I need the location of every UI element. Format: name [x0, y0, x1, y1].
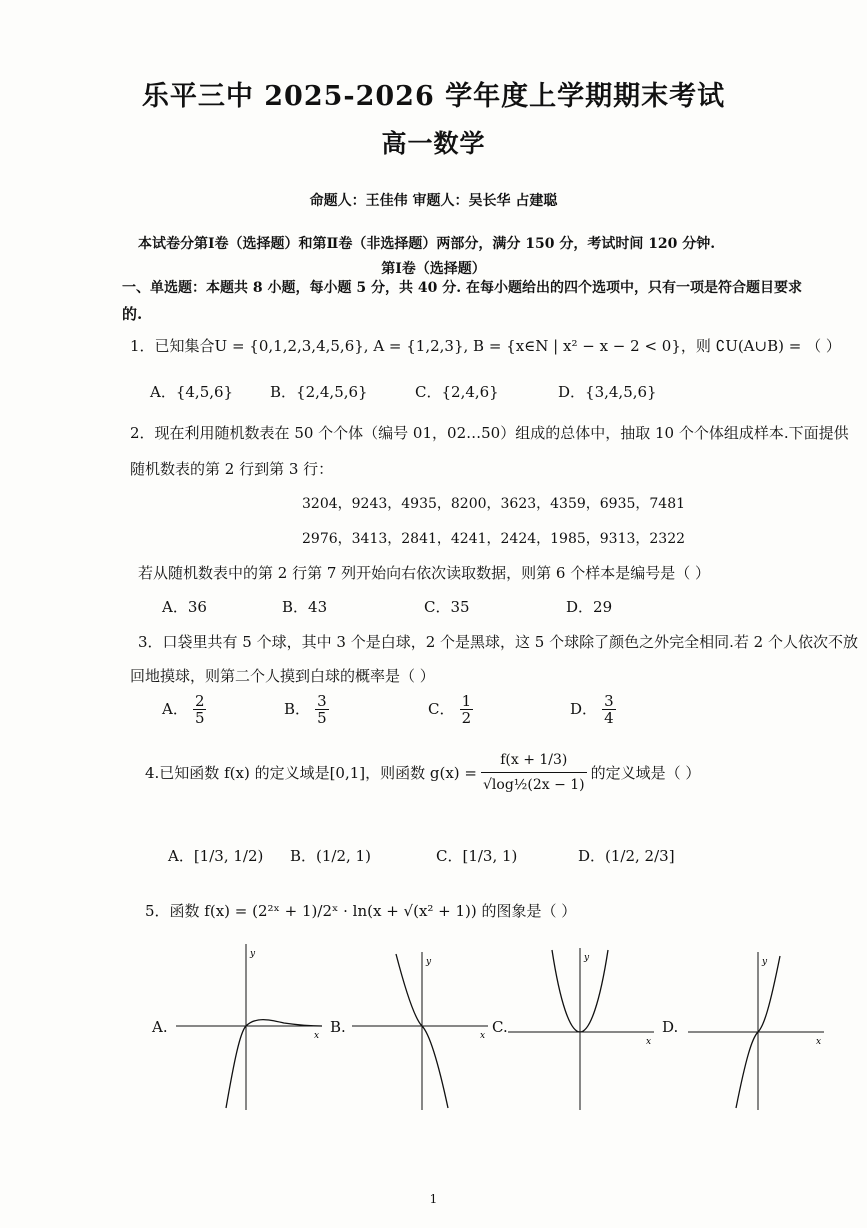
q5-graph-d[interactable] [688, 950, 828, 1112]
q5-option-d-label[interactable]: D. [662, 1018, 679, 1036]
q3-option-a[interactable]: A． $\frac{2}{5}$ [162, 692, 205, 727]
q4-option-c[interactable]: C．[1/3, 1) [436, 847, 518, 865]
question-2-stem: 2．现在利用随机数表在 50 个个体（编号 01，02…50）组成的总体中，抽取 10 个个体组成样本.下面提供 [130, 424, 849, 442]
exam-authors: 命题人：王佳伟 审题人：吴长华 占建聪 [309, 193, 558, 209]
q4-fraction: $\frac{f(x + 1/3)}{\text{√log½(2x − 1)}}$ [483, 752, 585, 793]
q3-option-d[interactable]: D． $\frac{3}{4}$ [570, 692, 614, 727]
q2-option-c[interactable]: C．35 [424, 598, 470, 616]
q2-option-b[interactable]: B．43 [282, 598, 328, 616]
q1-option-a[interactable]: A．{4,5,6} [150, 383, 234, 401]
q5-graph-a[interactable] [176, 942, 326, 1112]
page-number: 1 [429, 1192, 438, 1206]
q3-fraction-d: $\frac{3}{4}$ [604, 692, 614, 727]
q3-fraction-b: $\frac{3}{5}$ [317, 692, 327, 727]
q3-fraction-c: $\frac{1}{2}$ [461, 692, 472, 727]
q2-option-a[interactable]: A．36 [162, 598, 207, 616]
question-3-stem: 3．口袋里共有 5 个球，其中 3 个是白球，2 个是黑球，这 5 个球除了颜色之外完全相同.若 2 个人依次不放 [138, 633, 858, 651]
random-table-row-2: 3204，9243，4935，8200，3623，4359，6935，7481 [302, 496, 686, 512]
q3-fraction-a: $\frac{2}{5}$ [194, 692, 205, 727]
exam-instructions: 本试卷分第Ⅰ卷（选择题）和第Ⅱ卷（非选择题）两部分，满分 150 分，考试时间 120 分钟. [138, 236, 716, 252]
q4-option-b[interactable]: B．(1/2, 1) [290, 847, 371, 865]
q5-option-c-label[interactable]: C. [492, 1018, 508, 1036]
q1-option-c[interactable]: C．{2,4,6} [415, 383, 499, 401]
q5-graph-c[interactable] [508, 946, 658, 1112]
x-axis-label: x [816, 1037, 822, 1047]
question-1-stem: 1．已知集合U = {0,1,2,3,4,5,6}, A = {1,2,3}, B = {x∈N | x² − x − 2 < 0}，则 ∁U(A∪B) = （ ） [130, 337, 841, 355]
random-table-row-3: 2976，3413，2841，4241，2424，1985，9313，2322 [302, 531, 686, 547]
q3-option-c[interactable]: C． $\frac{1}{2}$ [428, 692, 472, 727]
section-heading-cont: 的. [122, 305, 143, 323]
volume-title: 第Ⅰ卷（选择题） [381, 261, 486, 277]
y-axis-label: y [426, 957, 432, 967]
q5-option-b-label[interactable]: B. [330, 1018, 346, 1036]
exam-title: 乐平三中 2025-2026 学年度上学期期末考试 [141, 81, 726, 112]
y-axis-label: y [250, 949, 256, 959]
section-heading: 一、单选题：本题共 8 小题，每小题 5 分，共 40 分. 在每小题给出的四个选项中，只有一项是符合题目要求 [122, 280, 802, 296]
q1-option-d[interactable]: D．{3,4,5,6} [558, 383, 657, 401]
curve [226, 1020, 322, 1108]
x-axis-label: x [646, 1037, 652, 1047]
question-3-stem-cont: 回地摸球，则第二个人摸到白球的概率是（ ） [130, 667, 435, 685]
exam-subtitle: 高一数学 [381, 129, 486, 158]
question-2-stem-end: 若从随机数表中的第 2 行第 7 列开始向右依次读取数据，则第 6 个样本是编号是（ ） [138, 564, 711, 582]
x-axis-label: x [480, 1031, 486, 1041]
q4-option-a[interactable]: A．[1/3, 1/2) [168, 847, 264, 865]
q5-graph-b[interactable] [352, 950, 492, 1112]
q4-option-d[interactable]: D．(1/2, 2/3] [578, 847, 675, 865]
q1-option-b[interactable]: B．{2,4,5,6} [270, 383, 368, 401]
q5-option-a-label[interactable]: A. [152, 1018, 168, 1036]
question-2-stem-cont: 随机数表的第 2 行到第 3 行： [130, 460, 334, 478]
question-4-stem: 4.已知函数 f(x) 的定义域是[0,1]，则函数 g(x) = $\frac{f(x + 1/3)}{\text{√log½(2x − 1)}}$ 的定义域是（ ） [145, 752, 701, 793]
q3-option-b[interactable]: B． $\frac{3}{5}$ [284, 692, 327, 727]
x-axis-label: x [314, 1031, 320, 1041]
y-axis-label: y [762, 957, 768, 967]
q2-option-d[interactable]: D．29 [566, 598, 613, 616]
question-5-stem: 5．函数 f(x) = (2²ˣ + 1)/2ˣ · ln(x + √(x² + 1)) 的图象是（ ） [145, 902, 577, 920]
y-axis-label: y [584, 953, 590, 963]
